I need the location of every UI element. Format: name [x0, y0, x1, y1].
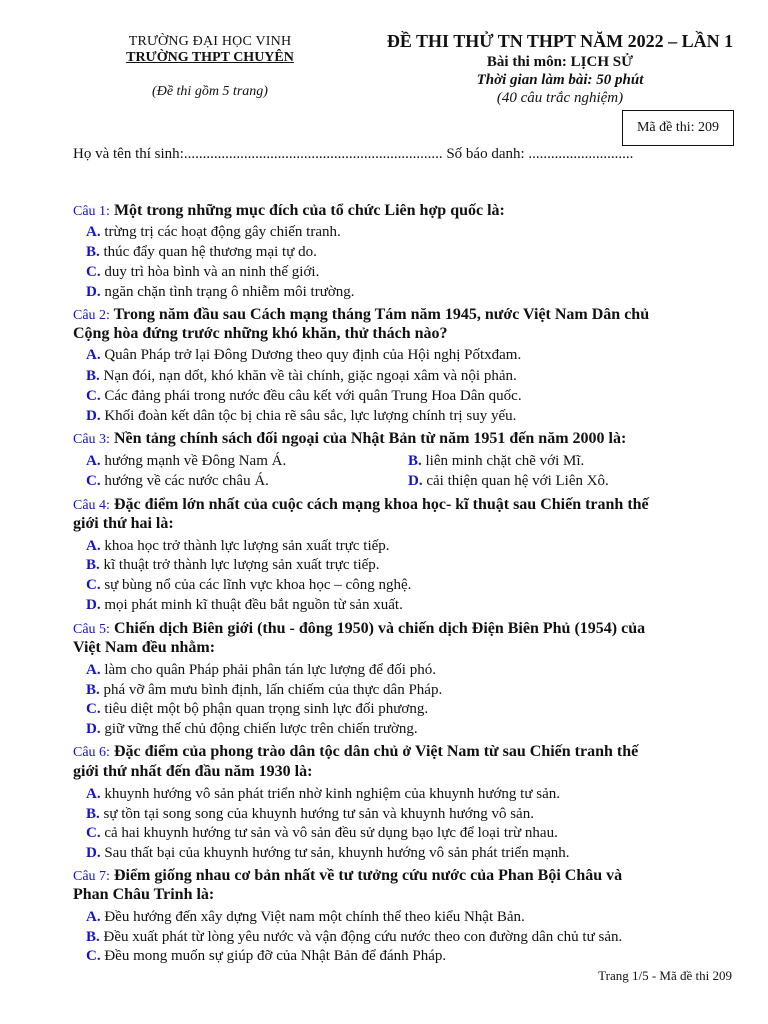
- question-6-stem: Câu 6: Đặc điểm của phong trào dân tộc dân chủ ở Việt Nam từ sau Chiến tranh thế: [73, 743, 639, 760]
- question-4-option-a: A. khoa học trở thành lực lượng sản xuất trực tiếp.: [86, 538, 390, 554]
- question-4-option-d: D. mọi phát minh kĩ thuật đều bắt nguồn từ sản xuất.: [86, 597, 403, 613]
- question-number: Câu 6:: [73, 745, 110, 760]
- question-number: Câu 4:: [73, 498, 110, 513]
- question-5-option-c: C. tiêu diệt một bộ phận quan trọng sinh lực đối phương.: [86, 701, 429, 717]
- question-2-option-a: A. Quân Pháp trở lại Đông Dương theo quy định của Hội nghị Pốtxđam.: [86, 347, 522, 363]
- question-3-option-d: D. cải thiện quan hệ với Liên Xô.: [408, 473, 609, 489]
- question-6-option-b: B. sự tồn tại song song của khuynh hướng tư sản và khuynh hướng vô sản.: [86, 806, 534, 822]
- question-5-option-d: D. giữ vững thế chủ động chiến lược trên chiến trường.: [86, 721, 418, 737]
- question-7-stem-cont: Phan Châu Trinh là:: [73, 886, 215, 903]
- question-number: Câu 5:: [73, 622, 110, 637]
- question-5-option-b: B. phá vỡ âm mưu bình định, lấn chiếm của thực dân Pháp.: [86, 682, 443, 698]
- candidate-info-line: Họ và tên thí sinh:..................................................................... Số báo danh: ............................: [73, 146, 634, 162]
- question-2-option-d: D. Khối đoàn kết dân tộc bị chia rẽ sâu sắc, lực lượng chính trị suy yếu.: [86, 408, 517, 424]
- question-5-option-a: A. làm cho quân Pháp phải phân tán lực lượng để đối phó.: [86, 662, 436, 678]
- question-6-option-d: D. Sau thất bại của khuynh hướng tư sản, khuynh hướng vô sản phát triển mạnh.: [86, 845, 570, 861]
- question-2-option-b: B. Nạn đói, nạn dốt, khó khăn về tài chính, giặc ngoại xâm và nội phản.: [86, 368, 517, 384]
- question-4-option-c: C. sự bùng nổ của các lĩnh vực khoa học – công nghệ.: [86, 577, 412, 593]
- question-7-option-c: C. Đều mong muốn sự giúp đỡ của Nhật Bản để đánh Pháp.: [86, 948, 447, 964]
- school-subname: TRƯỜNG THPT CHUYÊN: [126, 50, 294, 65]
- question-5-stem-cont: Việt Nam đều nhằm:: [73, 639, 216, 656]
- question-number: Câu 3:: [73, 432, 110, 447]
- question-4-stem: Câu 4: Đặc điểm lớn nhất của cuộc cách mạng khoa học- kĩ thuật sau Chiến tranh thế: [73, 496, 649, 513]
- question-number: Câu 2:: [73, 308, 110, 323]
- exam-time: Thời gian làm bài: 50 phút: [476, 72, 644, 88]
- question-5-stem: Câu 5: Chiến dịch Biên giới (thu - đông 1950) và chiến dịch Điện Biên Phủ (1954) của: [73, 620, 646, 637]
- exam-title: ĐỀ THI THỬ TN THPT NĂM 2022 – LẦN 1: [386, 31, 734, 51]
- pages-note: (Đề thi gồm 5 trang): [152, 84, 268, 99]
- question-7-option-a: A. Đều hướng đến xây dựng Việt nam một chính thể theo kiểu Nhật Bản.: [86, 909, 525, 925]
- question-3-stem: Câu 3: Nền tảng chính sách đối ngoại của Nhật Bản từ năm 1951 đến năm 2000 là:: [73, 430, 627, 447]
- question-3-option-b: B. liên minh chặt chẽ với Mĩ.: [408, 453, 585, 469]
- question-number: Câu 1:: [73, 204, 110, 219]
- question-1-stem: Câu 1: Một trong những mục đích của tổ chức Liên hợp quốc là:: [73, 202, 505, 219]
- question-3-option-a: A. hướng mạnh về Đông Nam Á.: [86, 453, 287, 469]
- question-1-option-b: B. thúc đẩy quan hệ thương mại tự do.: [86, 244, 317, 260]
- page-footer: Trang 1/5 - Mã đề thi 209: [598, 968, 732, 983]
- exam-subject: Bài thi môn: LỊCH SỬ: [486, 54, 634, 70]
- question-6-stem-cont: giới thứ nhất đến đầu năm 1930 là:: [73, 763, 313, 780]
- question-6-option-c: C. cả hai khuynh hướng tư sản và vô sản đều sử dụng bạo lực để loại trừ nhau.: [86, 825, 558, 841]
- question-4-option-b: B. kĩ thuật trở thành lực lượng sản xuất trực tiếp.: [86, 557, 380, 573]
- question-count: (40 câu trắc nghiệm): [496, 90, 624, 106]
- question-1-option-a: A. trừng trị các hoạt động gây chiến tranh.: [86, 224, 341, 240]
- question-7-option-b: B. Đều xuất phát từ lòng yêu nước và vận động cứu nước theo con đường dân chủ tư sản.: [86, 929, 623, 945]
- school-name: TRƯỜNG ĐẠI HỌC VINH: [128, 34, 292, 49]
- question-1-option-d: D. ngăn chặn tình trạng ô nhiễm môi trường.: [86, 284, 355, 300]
- question-6-option-a: A. khuynh hướng vô sản phát triển nhờ kinh nghiệm của khuynh hướng tư sản.: [86, 786, 560, 802]
- question-4-stem-cont: giới thứ hai là:: [73, 515, 174, 532]
- question-3-option-c: C. hướng về các nước châu Á.: [86, 473, 269, 489]
- question-2-stem-cont: Cộng hòa đứng trước những khó khăn, thử thách nào?: [73, 325, 448, 342]
- question-1-option-c: C. duy trì hòa bình và an ninh thế giới.: [86, 264, 320, 280]
- exam-code-box: Mã đề thi: 209: [622, 110, 734, 146]
- question-2-stem: Câu 2: Trong năm đầu sau Cách mạng tháng Tám năm 1945, nước Việt Nam Dân chủ: [73, 306, 650, 323]
- question-number: Câu 7:: [73, 869, 110, 884]
- question-7-stem: Câu 7: Điểm giống nhau cơ bản nhất về tư tưởng cứu nước của Phan Bội Châu và: [73, 867, 623, 884]
- question-2-option-c: C. Các đảng phái trong nước đều câu kết với quân Trung Hoa Dân quốc.: [86, 388, 522, 404]
